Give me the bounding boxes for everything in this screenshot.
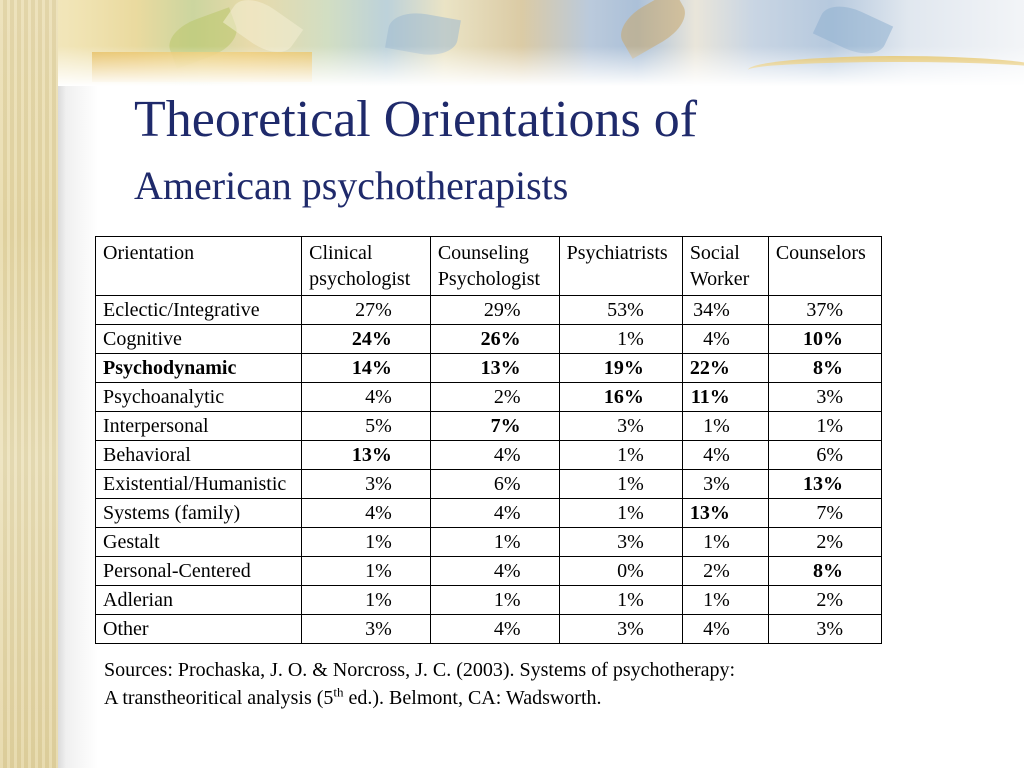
table-cell: 1% [559,586,682,615]
table-cell: 4% [430,499,559,528]
table-cell: 37% [768,296,881,325]
table-cell: 4% [682,325,768,354]
table-cell: 3% [302,470,431,499]
row-label: Personal-Centered [96,557,302,586]
table-cell: 19% [559,354,682,383]
table-cell: 3% [559,412,682,441]
table-row [96,615,882,644]
table-cell: 1% [559,441,682,470]
row-label: Behavioral [96,441,302,470]
sources-line2-before: A transtheoritical analysis (5 [104,687,334,709]
table-cell: 8% [768,557,881,586]
table-cell: 14% [302,354,431,383]
table-cell: 1% [302,586,431,615]
table-cell: 1% [682,412,768,441]
table-cell: 6% [430,470,559,499]
table-cell: 2% [768,586,881,615]
table-cell: 22% [682,354,768,383]
table-cell: 11% [682,383,768,412]
row-label: Eclectic/Integrative [96,296,302,325]
table-row [96,528,882,557]
header-clinical-psychologist: Clinical psychologist [302,237,431,296]
table-cell: 3% [682,470,768,499]
table-row [96,296,882,325]
row-label: Psychodynamic [96,354,302,383]
table-cell: 16% [559,383,682,412]
table-cell: 13% [768,470,881,499]
table-row [96,325,882,354]
table-cell: 4% [682,441,768,470]
decorative-left-shadow [58,0,98,768]
table-cell: 4% [302,499,431,528]
table-row [96,470,882,499]
header-psychiatrists: Psychiatrists [559,237,682,296]
table-cell: 1% [682,586,768,615]
table-cell: 2% [682,557,768,586]
table-cell: 34% [682,296,768,325]
table-cell: 0% [559,557,682,586]
table-cell: 26% [430,325,559,354]
sources-line2-after: ed.). Belmont, CA: Wadsworth. [343,687,602,709]
row-label: Gestalt [96,528,302,557]
table-cell: 4% [682,615,768,644]
orientations-table [95,236,882,644]
table-cell: 1% [768,412,881,441]
table-cell: 1% [302,557,431,586]
table-cell: 5% [302,412,431,441]
table-row [96,441,882,470]
table-cell: 7% [768,499,881,528]
sources-line1: Sources: Prochaska, J. O. & Norcross, J. C. (2003). Systems of psychotherapy: [104,659,736,681]
sources-citation [104,656,735,712]
table-cell: 27% [302,296,431,325]
table-cell: 13% [302,441,431,470]
table-cell: 1% [559,325,682,354]
table-cell: 1% [559,470,682,499]
table-cell: 1% [430,528,559,557]
table-cell: 1% [302,528,431,557]
page-title: Theoretical Orientations of [134,91,698,148]
page-subtitle: American psychotherapists [134,163,569,208]
table-cell: 3% [768,383,881,412]
decorative-top-banner [58,0,1024,86]
row-label: Adlerian [96,586,302,615]
table-cell: 1% [682,528,768,557]
table-cell: 3% [768,615,881,644]
table-row [96,499,882,528]
table-row [96,354,882,383]
table-cell: 4% [430,441,559,470]
table-cell: 3% [559,528,682,557]
table-cell: 3% [302,615,431,644]
table-cell: 8% [768,354,881,383]
table-cell: 53% [559,296,682,325]
table-cell: 29% [430,296,559,325]
table-cell: 7% [430,412,559,441]
table-row [96,586,882,615]
table-cell: 4% [430,615,559,644]
table-cell: 2% [430,383,559,412]
row-label: Existential/Humanistic [96,470,302,499]
table-cell: 13% [682,499,768,528]
table-cell: 13% [430,354,559,383]
row-label: Other [96,615,302,644]
table-cell: 3% [559,615,682,644]
table-cell: 24% [302,325,431,354]
sources-superscript: th [333,684,344,700]
banner-fade [58,46,1024,86]
row-label: Cognitive [96,325,302,354]
header-counselors: Counselors [768,237,881,296]
table-cell: 1% [430,586,559,615]
table-row [96,383,882,412]
table-cell: 10% [768,325,881,354]
table-row [96,412,882,441]
table-cell: 2% [768,528,881,557]
table-header-row [96,237,882,296]
table-cell: 4% [430,557,559,586]
table-cell: 6% [768,441,881,470]
table-cell: 1% [559,499,682,528]
row-label: Interpersonal [96,412,302,441]
decorative-left-strip [0,0,58,768]
table-row [96,557,882,586]
header-social-worker: Social Worker [682,237,768,296]
header-orientation: Orientation [96,237,302,296]
row-label: Psychoanalytic [96,383,302,412]
header-counseling-psychologist: Counseling Psychologist [430,237,559,296]
row-label: Systems (family) [96,499,302,528]
table-cell: 4% [302,383,431,412]
